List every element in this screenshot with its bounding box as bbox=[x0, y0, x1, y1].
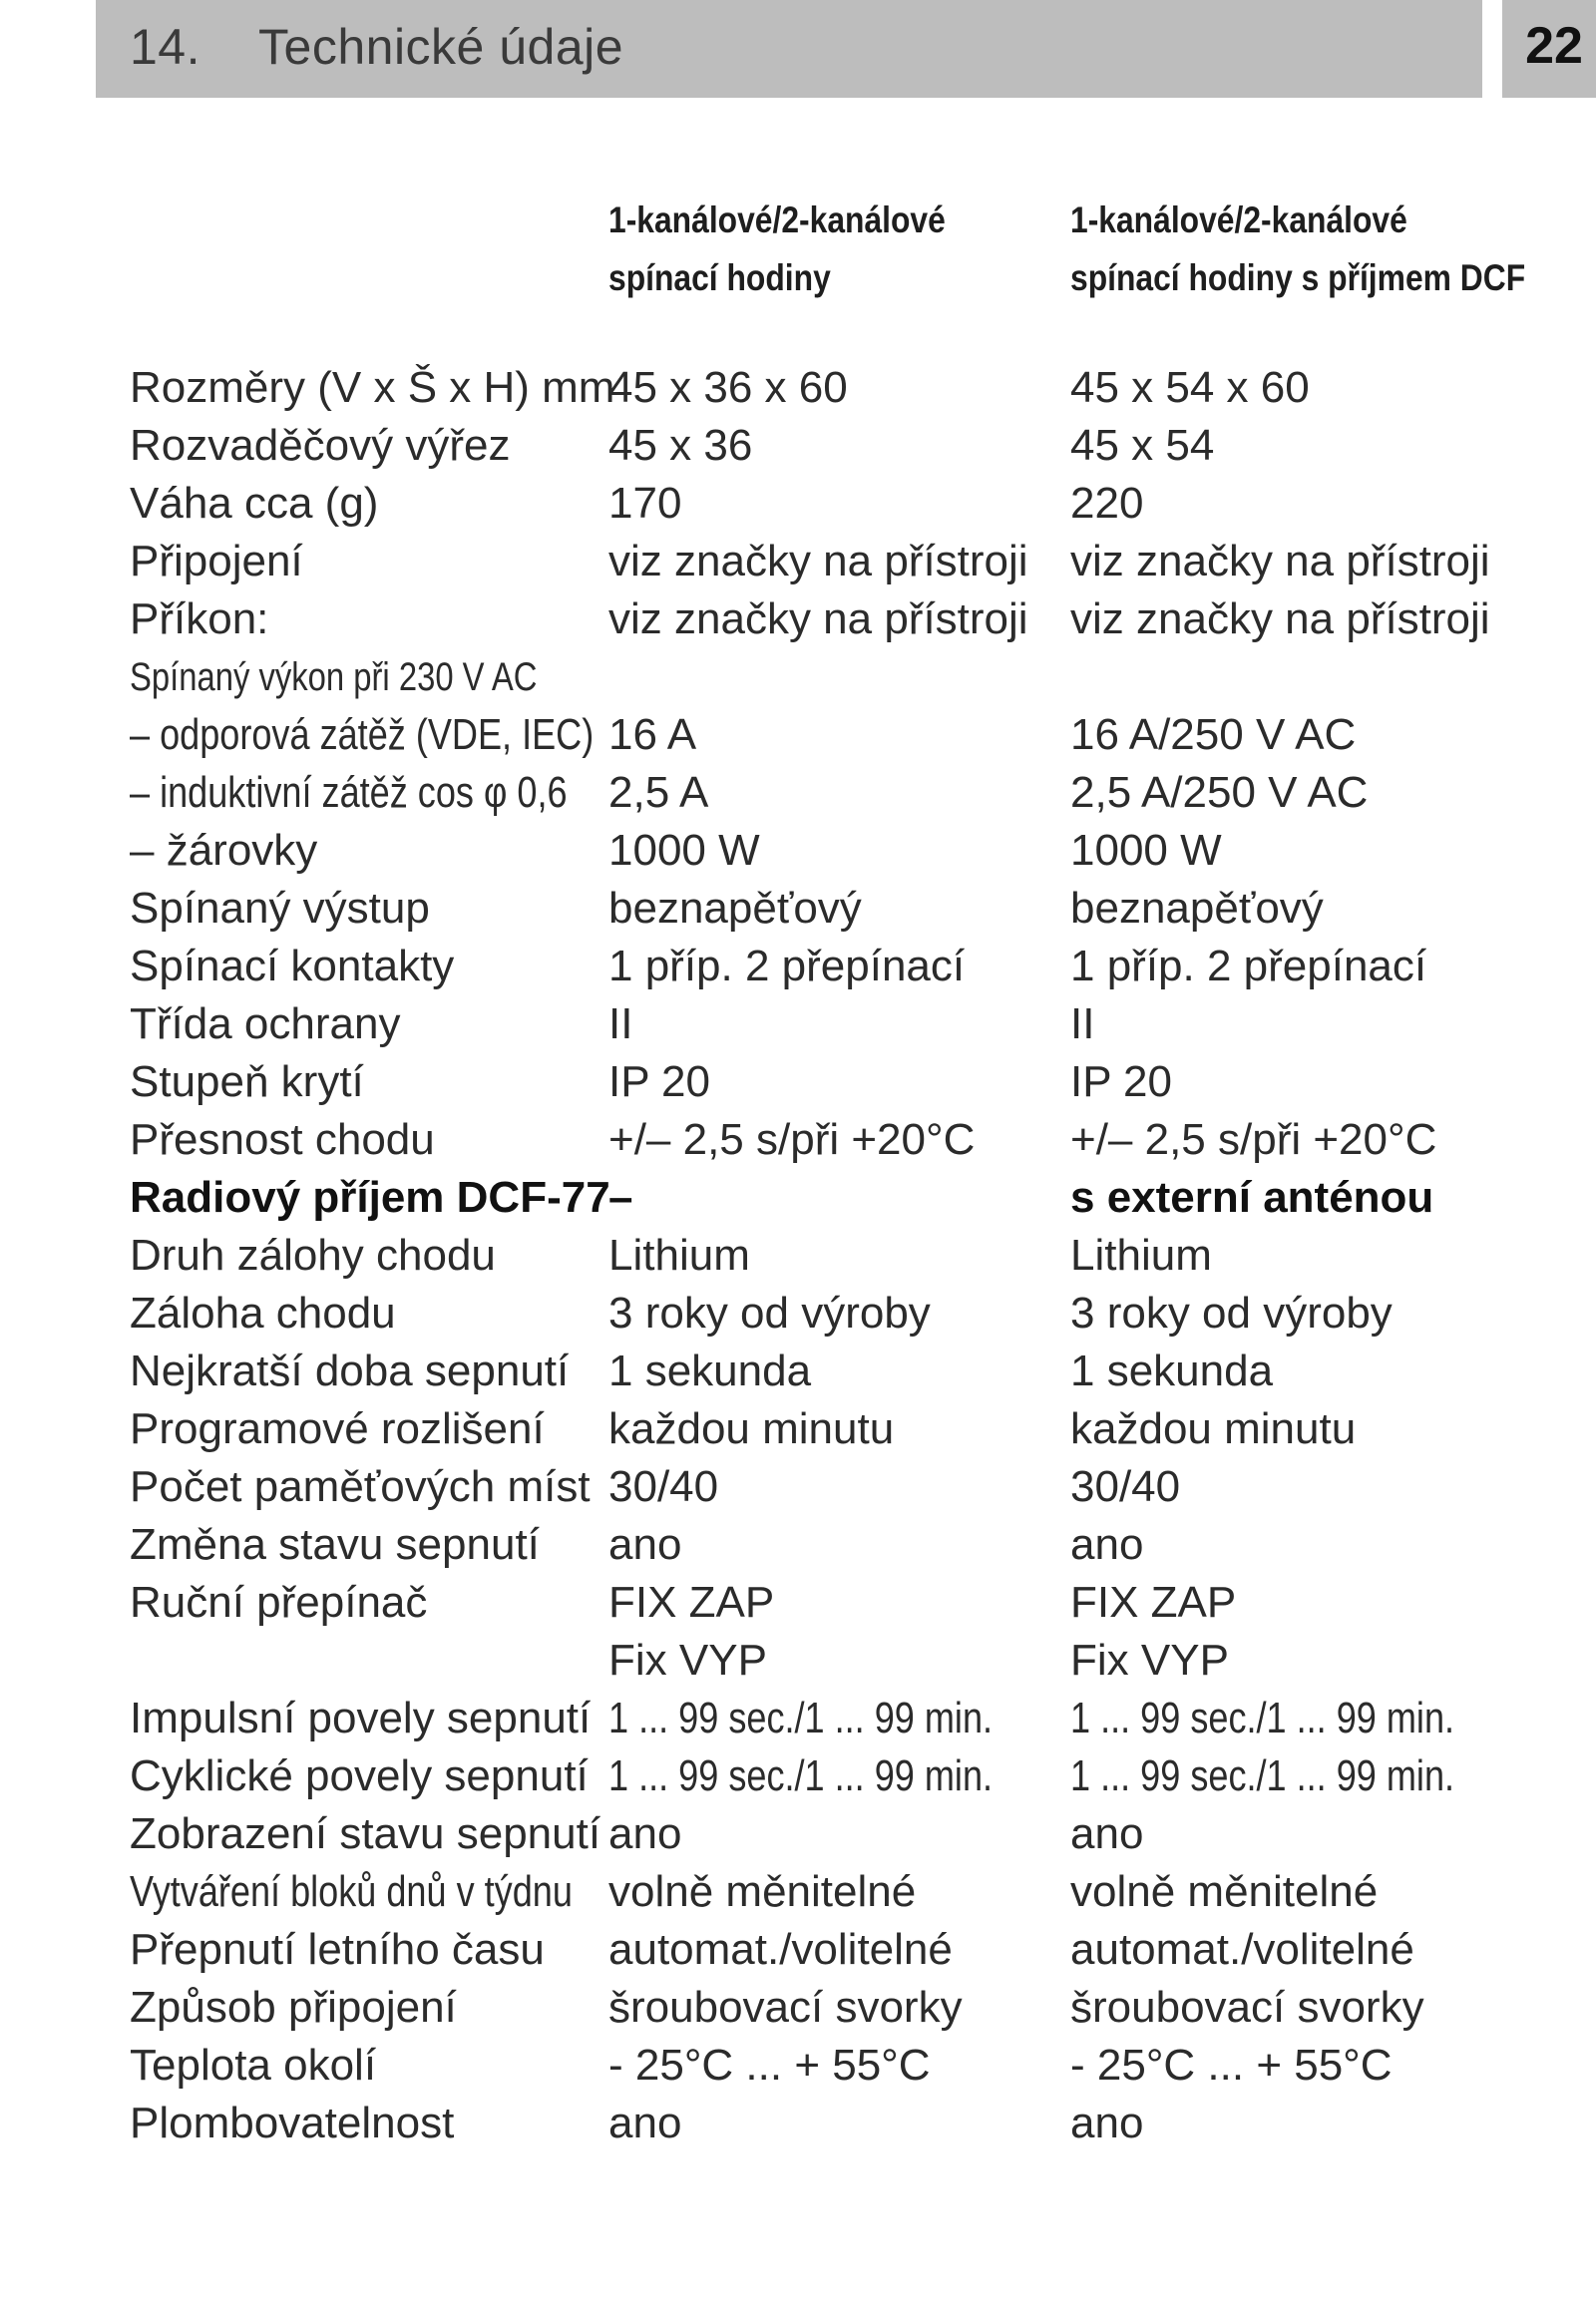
spec-value-col1-cell bbox=[608, 1111, 975, 1169]
spec-value-col2-cell bbox=[1070, 880, 1324, 938]
spec-value-col2-cell bbox=[1070, 1516, 1143, 1574]
spec-value-col2-cell bbox=[1070, 1400, 1356, 1458]
column-header-1-line1: 1-kanálové/2-kanálové bbox=[608, 199, 946, 240]
spec-value-col1-cell bbox=[608, 533, 1028, 590]
spec-label-cell bbox=[130, 359, 614, 417]
spec-value-col1-cell bbox=[608, 1458, 718, 1516]
spec-label: Programové rozlišení bbox=[130, 1404, 545, 1453]
spec-value-col1: 45 x 36 bbox=[608, 421, 753, 470]
spec-label: Přesnost chodu bbox=[130, 1115, 435, 1164]
spec-value-col2-cell bbox=[1070, 1111, 1436, 1169]
spec-label-cell bbox=[130, 2037, 376, 2095]
spec-label-cell bbox=[130, 1343, 569, 1400]
section-number: 14. bbox=[130, 19, 201, 75]
spec-label: Stupeň krytí bbox=[130, 1057, 364, 1106]
spec-label: Třída ochrany bbox=[130, 999, 401, 1048]
section-title: Technické údaje bbox=[258, 19, 624, 75]
spec-value-col1: +/– 2,5 s/při +20°C bbox=[608, 1115, 976, 1164]
spec-value-col1-cell bbox=[608, 1574, 774, 1632]
spec-value-col2: 220 bbox=[1070, 479, 1144, 528]
spec-value-col1: 16 A bbox=[608, 710, 697, 759]
spec-label-cell bbox=[130, 938, 454, 995]
spec-value-col2: 1 ... 99 sec./1 ... 99 min. bbox=[1070, 1694, 1455, 1742]
spec-label-cell bbox=[130, 1574, 427, 1632]
spec-value-col1: každou minutu bbox=[608, 1404, 895, 1453]
spec-value-col2: Fix VYP bbox=[1070, 1636, 1229, 1685]
spec-value-col1-cell bbox=[608, 1632, 767, 1690]
spec-label-cell bbox=[130, 764, 663, 822]
spec-value-col1: Fix VYP bbox=[608, 1636, 767, 1685]
spec-label: Zobrazení stavu sepnutí bbox=[130, 1809, 601, 1858]
spec-value-col1-cell bbox=[608, 1285, 931, 1343]
spec-value-col2: 16 A/250 V AC bbox=[1070, 710, 1357, 759]
spec-label-cell bbox=[130, 1400, 545, 1458]
spec-value-col1-cell bbox=[608, 475, 681, 533]
spec-value-col1: – bbox=[608, 1173, 633, 1222]
spec-value-col1: 45 x 36 x 60 bbox=[608, 363, 848, 412]
spec-value-col2-cell bbox=[1070, 1979, 1424, 2037]
spec-label-cell bbox=[130, 1458, 591, 1516]
spec-label-cell bbox=[130, 1805, 600, 1863]
spec-label: Záloha chodu bbox=[130, 1289, 396, 1338]
spec-value-col1-cell bbox=[608, 1921, 953, 1979]
column-header-2 bbox=[1070, 192, 1525, 307]
spec-value-col2-cell bbox=[1070, 1632, 1229, 1690]
spec-value-col1: volně měnitelné bbox=[608, 1867, 917, 1916]
spec-value-col1: 1 sekunda bbox=[608, 1347, 812, 1395]
spec-label-cell bbox=[130, 1863, 669, 1921]
spec-label-cell bbox=[130, 1053, 364, 1111]
spec-value-col2: ano bbox=[1070, 2099, 1144, 2147]
spec-label: Způsob připojení bbox=[130, 1983, 457, 2032]
spec-value-col1-cell bbox=[608, 880, 862, 938]
spec-label-cell bbox=[130, 475, 378, 533]
spec-value-col1: 3 roky od výroby bbox=[608, 1289, 931, 1338]
spec-value-col1-cell bbox=[608, 706, 696, 764]
spec-label: Rozvaděčový výřez bbox=[130, 421, 511, 470]
spec-value-col2: ano bbox=[1070, 1520, 1144, 1569]
spec-value-col1-cell bbox=[608, 1979, 963, 2037]
spec-value-col1: 1 ... 99 sec./1 ... 99 min. bbox=[608, 1751, 994, 1800]
spec-value-col1-cell bbox=[608, 1343, 811, 1400]
spec-value-col2-cell bbox=[1070, 1169, 1433, 1227]
spec-label: Teplota okolí bbox=[130, 2041, 377, 2090]
spec-value-col1-cell bbox=[608, 2037, 931, 2095]
spec-value-col1-cell bbox=[608, 1747, 1077, 1805]
spec-value-col2-cell bbox=[1070, 359, 1310, 417]
spec-value-col2-cell bbox=[1070, 1458, 1180, 1516]
spec-value-col2-cell bbox=[1070, 1863, 1378, 1921]
spec-label: – odporová zátěž (VDE, IEC) bbox=[130, 710, 595, 759]
spec-value-col2-cell bbox=[1070, 533, 1490, 590]
spec-label: Cyklické povely sepnutí bbox=[130, 1751, 589, 1800]
spec-value-col2: s externí anténou bbox=[1070, 1173, 1434, 1222]
spec-value-col2-cell bbox=[1070, 1343, 1273, 1400]
spec-label-cell bbox=[130, 590, 268, 648]
spec-label: Radiový příjem DCF-77 bbox=[130, 1173, 610, 1222]
page-number: 22 bbox=[1525, 17, 1583, 75]
spec-label: Rozměry (V x Š x H) mm bbox=[130, 363, 615, 412]
spec-value-col2-cell bbox=[1070, 590, 1490, 648]
spec-value-col2-cell bbox=[1070, 1747, 1539, 1805]
spec-value-col1: viz značky na přístroji bbox=[608, 594, 1028, 643]
spec-value-col1-cell bbox=[608, 938, 965, 995]
spec-label-cell bbox=[130, 1169, 610, 1227]
spec-value-col2-cell bbox=[1070, 417, 1214, 475]
spec-value-col2: FIX ZAP bbox=[1070, 1578, 1237, 1627]
spec-value-col2-cell bbox=[1070, 1921, 1414, 1979]
spec-value-col2: 45 x 54 x 60 bbox=[1070, 363, 1310, 412]
spec-label-cell bbox=[130, 995, 400, 1053]
spec-value-col2: 1 sekunda bbox=[1070, 1347, 1274, 1395]
spec-value-col1-cell bbox=[608, 995, 632, 1053]
spec-label-cell bbox=[130, 417, 510, 475]
spec-value-col2-cell bbox=[1070, 764, 1368, 822]
spec-value-col1-cell bbox=[608, 1400, 894, 1458]
spec-value-col2: ano bbox=[1070, 1809, 1144, 1858]
spec-value-col2: 1 příp. 2 přepínací bbox=[1070, 942, 1427, 990]
spec-label-cell bbox=[130, 822, 317, 880]
spec-label: Spínaný výstup bbox=[130, 884, 430, 933]
spec-value-col1: beznapěťový bbox=[608, 884, 862, 933]
spec-value-col1: Lithium bbox=[608, 1231, 750, 1280]
column-header-2-line2: spínací hodiny s příjmem DCF bbox=[1070, 257, 1526, 298]
spec-label: Příkon: bbox=[130, 594, 269, 643]
page-title bbox=[130, 18, 623, 76]
spec-label-cell bbox=[130, 1690, 591, 1747]
spec-label: Vytváření bloků dnů v týdnu bbox=[130, 1867, 573, 1916]
spec-value-col2-cell bbox=[1070, 1690, 1539, 1747]
spec-value-col2-cell bbox=[1070, 1285, 1393, 1343]
spec-value-col2: 2,5 A/250 V AC bbox=[1070, 768, 1369, 817]
spec-label: – induktivní zátěž cos φ 0,6 bbox=[130, 768, 568, 817]
spec-value-col2: beznapěťový bbox=[1070, 884, 1324, 933]
spec-value-col1-cell bbox=[608, 1516, 681, 1574]
spec-value-col1-cell bbox=[608, 1169, 632, 1227]
spec-value-col2: šroubovací svorky bbox=[1070, 1983, 1424, 2032]
spec-value-col1: 2,5 A bbox=[608, 768, 709, 817]
spec-label: Spínací kontakty bbox=[130, 942, 455, 990]
spec-value-col1-cell bbox=[608, 590, 1028, 648]
spec-label-cell bbox=[130, 1516, 540, 1574]
spec-label-cell bbox=[130, 2095, 454, 2152]
spec-value-col1-cell bbox=[608, 1863, 916, 1921]
spec-value-col1: 1 ... 99 sec./1 ... 99 min. bbox=[608, 1694, 994, 1742]
spec-value-col2: 1 ... 99 sec./1 ... 99 min. bbox=[1070, 1751, 1455, 1800]
spec-label: Druh zálohy chodu bbox=[130, 1231, 496, 1280]
spec-value-col2: každou minutu bbox=[1070, 1404, 1357, 1453]
column-header-1 bbox=[608, 192, 946, 307]
spec-label-cell bbox=[130, 1921, 545, 1979]
spec-value-col1-cell bbox=[608, 417, 752, 475]
spec-value-col1: automat./volitelné bbox=[608, 1925, 953, 1974]
spec-value-col2: Lithium bbox=[1070, 1231, 1212, 1280]
spec-value-col1-cell bbox=[608, 1227, 750, 1285]
spec-label: Počet paměťových míst bbox=[130, 1462, 591, 1511]
spec-value-col1: ano bbox=[608, 1809, 682, 1858]
spec-value-col2: 3 roky od výroby bbox=[1070, 1289, 1393, 1338]
spec-label: Spínaný výkon při 230 V AC bbox=[130, 655, 538, 699]
spec-label-cell bbox=[130, 1747, 589, 1805]
spec-label-cell bbox=[130, 648, 626, 706]
spec-label: Připojení bbox=[130, 537, 303, 585]
spec-label-cell bbox=[130, 1979, 457, 2037]
spec-value-col1: 1000 W bbox=[608, 826, 760, 875]
spec-label: Přepnutí letního času bbox=[130, 1925, 545, 1974]
column-header-1-line2: spínací hodiny bbox=[608, 257, 831, 298]
spec-value-col2: IP 20 bbox=[1070, 1057, 1172, 1106]
spec-value-col2-cell bbox=[1070, 938, 1426, 995]
spec-value-col2-cell bbox=[1070, 1053, 1172, 1111]
spec-label: Nejkratší doba sepnutí bbox=[130, 1347, 570, 1395]
spec-value-col2-cell bbox=[1070, 822, 1222, 880]
spec-value-col2: +/– 2,5 s/při +20°C bbox=[1070, 1115, 1437, 1164]
spec-label: Impulsní povely sepnutí bbox=[130, 1694, 592, 1742]
spec-value-col2-cell bbox=[1070, 475, 1143, 533]
spec-value-col2-cell bbox=[1070, 1805, 1143, 1863]
spec-value-col1: 1 příp. 2 přepínací bbox=[608, 942, 966, 990]
spec-value-col2-cell bbox=[1070, 995, 1094, 1053]
spec-value-col2-cell bbox=[1070, 706, 1356, 764]
spec-value-col2: - 25°C ... + 55°C bbox=[1070, 2041, 1393, 2090]
spec-value-col1-cell bbox=[608, 764, 708, 822]
spec-value-col1-cell bbox=[608, 1053, 710, 1111]
spec-label-cell bbox=[130, 1111, 435, 1169]
spec-value-col1: IP 20 bbox=[608, 1057, 710, 1106]
spec-label: Změna stavu sepnutí bbox=[130, 1520, 540, 1569]
spec-value-col2: viz značky na přístroji bbox=[1070, 594, 1490, 643]
spec-value-col2: 1000 W bbox=[1070, 826, 1222, 875]
spec-value-col2: viz značky na přístroji bbox=[1070, 537, 1490, 585]
spec-value-col1: 30/40 bbox=[608, 1462, 719, 1511]
spec-value-col1: II bbox=[608, 999, 633, 1048]
spec-label-cell bbox=[130, 880, 430, 938]
spec-value-col2: automat./volitelné bbox=[1070, 1925, 1414, 1974]
spec-label-cell bbox=[130, 1285, 396, 1343]
spec-value-col2-cell bbox=[1070, 1227, 1212, 1285]
spec-value-col1-cell bbox=[608, 359, 848, 417]
spec-value-col2: volně měnitelné bbox=[1070, 1867, 1379, 1916]
spec-value-col2-cell bbox=[1070, 2095, 1143, 2152]
spec-label: Váha cca (g) bbox=[130, 479, 379, 528]
spec-value-col1: šroubovací svorky bbox=[608, 1983, 963, 2032]
spec-label-cell bbox=[130, 1227, 496, 1285]
spec-value-col1-cell bbox=[608, 822, 760, 880]
spec-value-col1: ano bbox=[608, 2099, 682, 2147]
spec-value-col2-cell bbox=[1070, 1574, 1236, 1632]
spec-value-col1: 170 bbox=[608, 479, 682, 528]
spec-value-col1: ano bbox=[608, 1520, 682, 1569]
spec-value-col1: - 25°C ... + 55°C bbox=[608, 2041, 931, 2090]
spec-value-col2-cell bbox=[1070, 2037, 1393, 2095]
spec-value-col2: 45 x 54 bbox=[1070, 421, 1215, 470]
spec-label-cell bbox=[130, 533, 303, 590]
column-header-2-line1: 1-kanálové/2-kanálové bbox=[1070, 199, 1407, 240]
spec-value-col2: II bbox=[1070, 999, 1095, 1048]
spec-value-col1-cell bbox=[608, 2095, 681, 2152]
spec-value-col1: FIX ZAP bbox=[608, 1578, 775, 1627]
spec-label: – žárovky bbox=[130, 826, 318, 875]
spec-label: Plombovatelnost bbox=[130, 2099, 455, 2147]
spec-value-col1-cell bbox=[608, 1805, 681, 1863]
spec-value-col1-cell bbox=[608, 1690, 1077, 1747]
spec-value-col1: viz značky na přístroji bbox=[608, 537, 1028, 585]
spec-label: Ruční přepínač bbox=[130, 1578, 428, 1627]
spec-value-col2: 30/40 bbox=[1070, 1462, 1181, 1511]
